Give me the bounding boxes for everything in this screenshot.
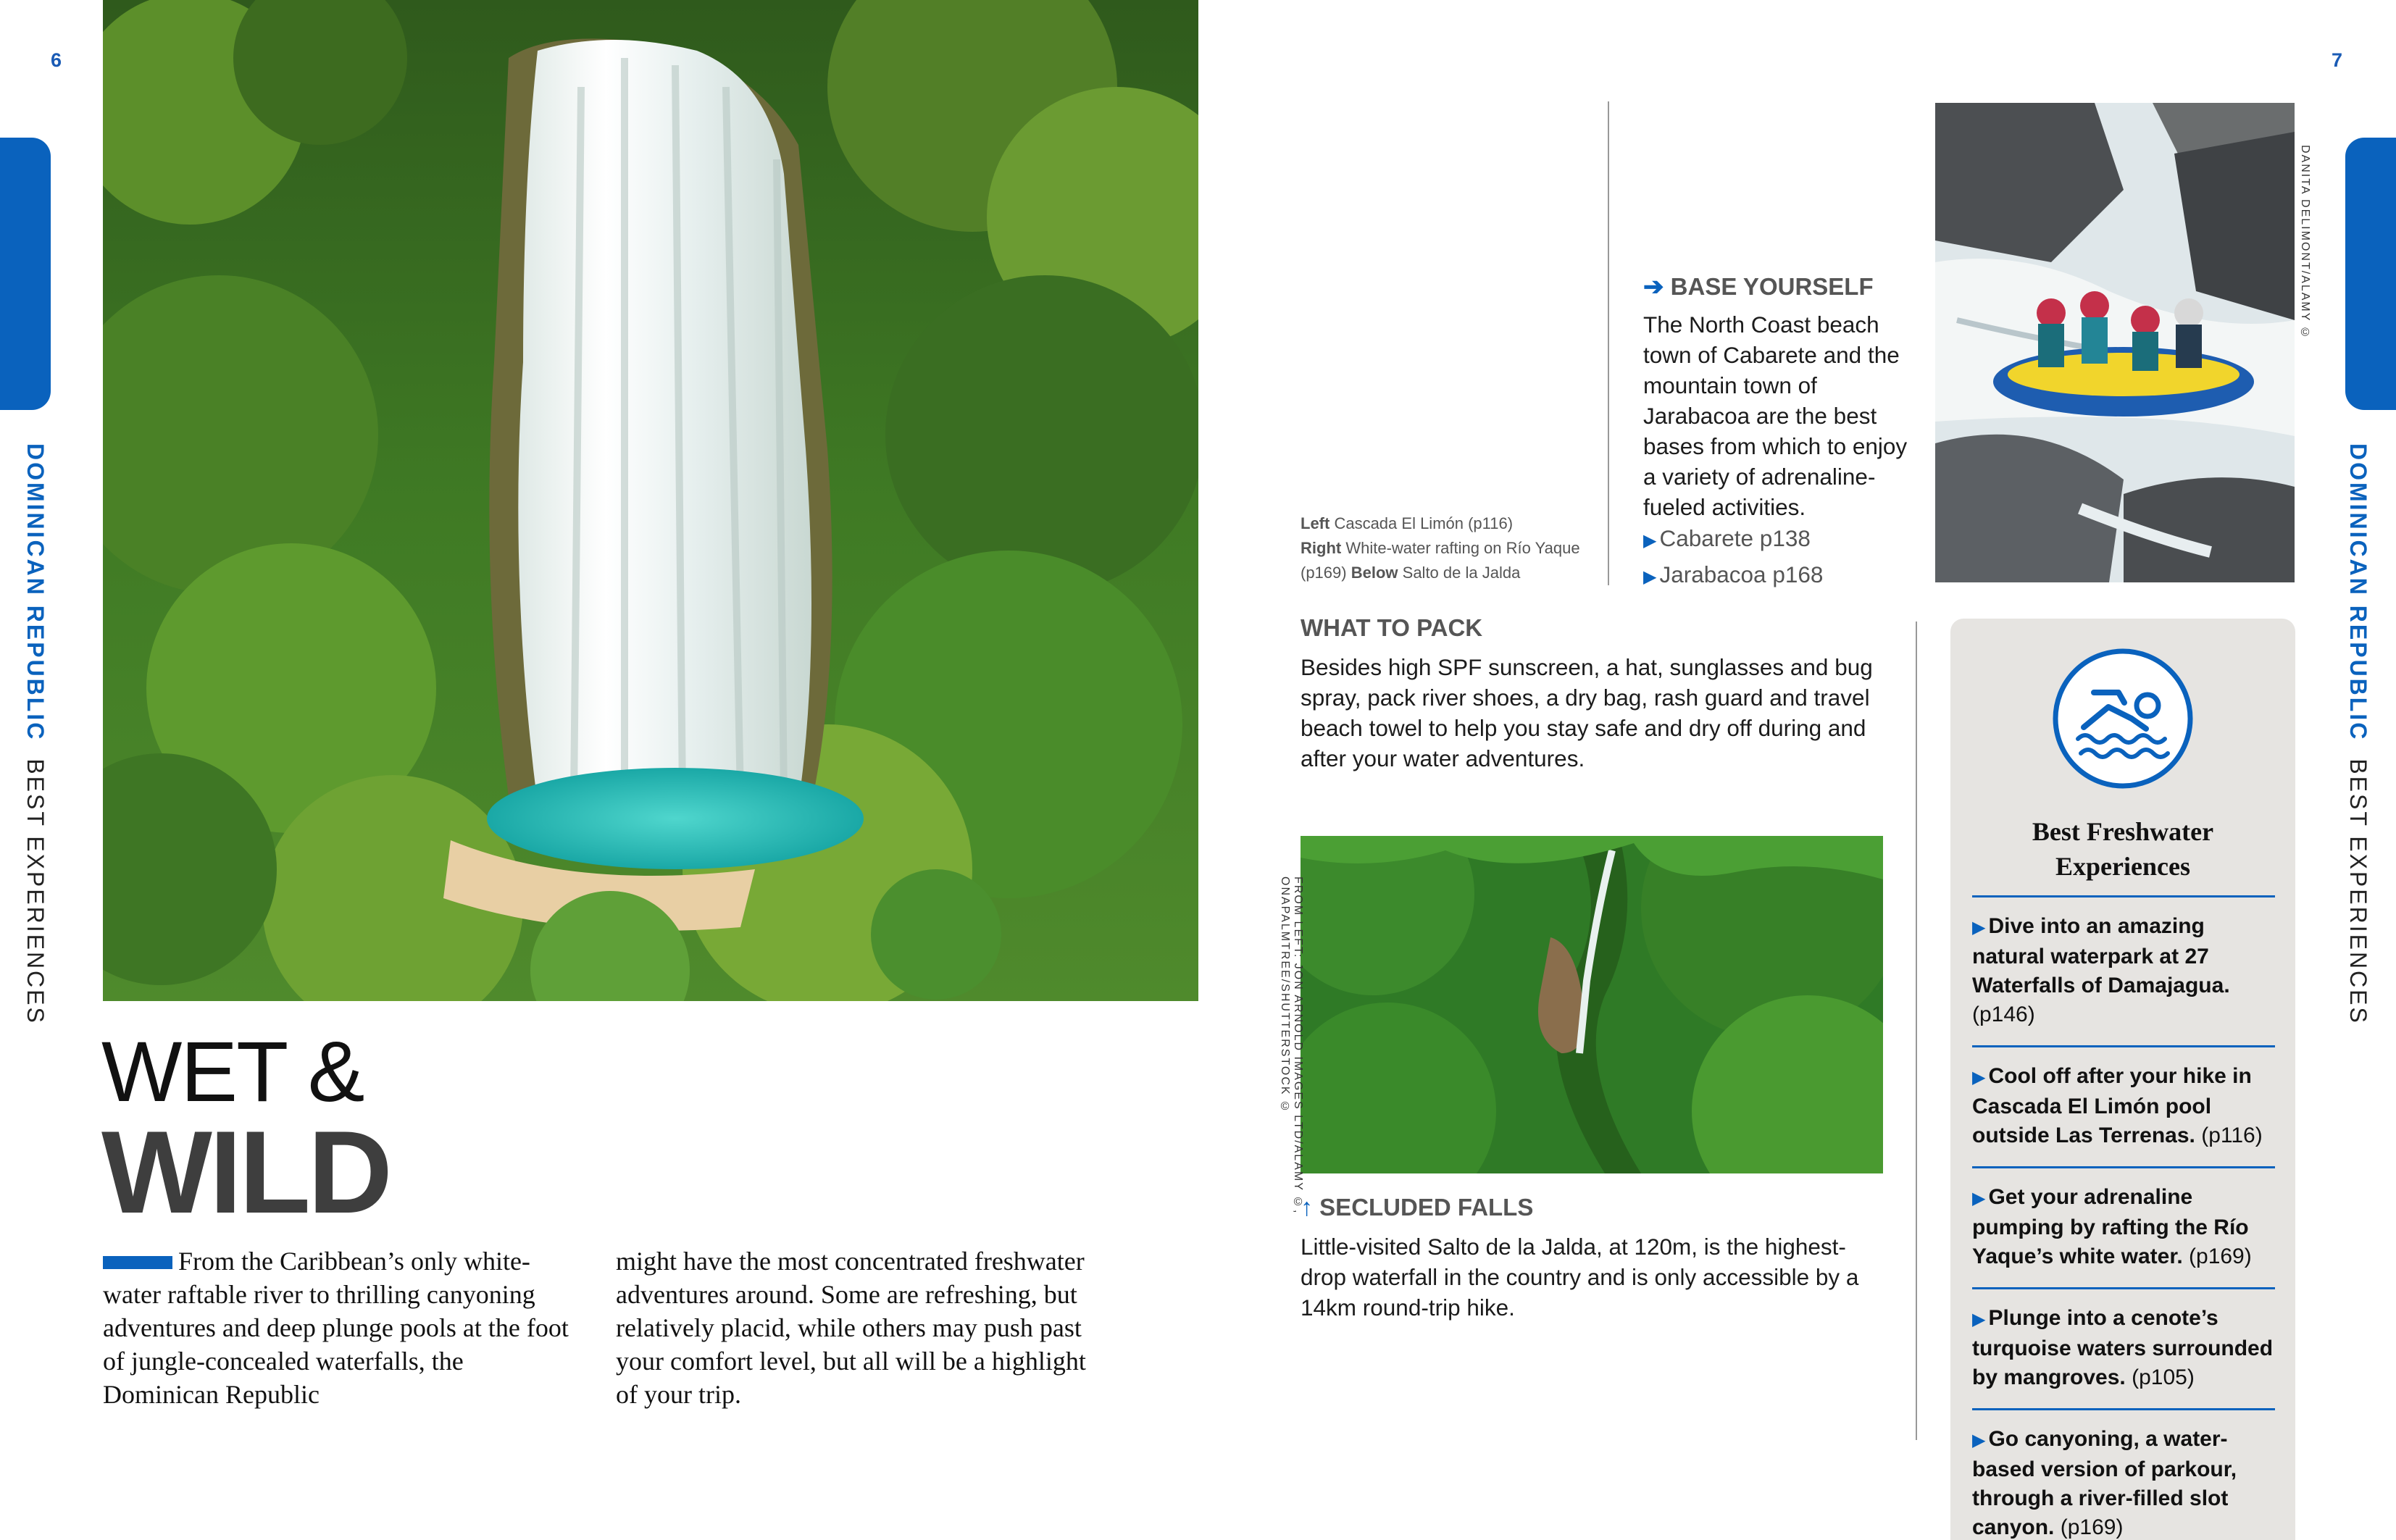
left-side-label [22, 443, 49, 1025]
secluded-falls-heading [1301, 1194, 1533, 1222]
link-jarabacoa[interactable]: ▶ Jarabacoa p168 [1643, 561, 1824, 587]
triangle-bullet-icon: ▶ [1972, 1431, 1986, 1450]
side-label-country: DOMINICAN REPUBLIC [2345, 443, 2371, 742]
waterfall-photo [103, 0, 1198, 1001]
caption-below-text: Salto de la Jalda [1402, 564, 1521, 582]
column-divider [1916, 622, 1917, 1440]
arrow-right-icon: ➔ [1643, 273, 1664, 301]
triangle-bullet-icon: ▶ [1972, 1189, 1986, 1208]
photo-credit-left: FROM LEFT: JON ARNOLD IMAGES LTD/ALAMY ©, ONAPALMTREE/SHUTTERSTOCK © [1279, 876, 1304, 1215]
secluded-falls-title: SECLUDED FALLS [1319, 1194, 1534, 1221]
photo-credit-rafting: DANITA DELIMONT/ALAMY © [2299, 145, 2311, 340]
triangle-bullet-icon: ▶ [1643, 567, 1657, 587]
rafting-photo [1935, 103, 2295, 582]
base-yourself-heading [1643, 272, 1874, 301]
list-item: ▶ Dive into an amazing natural waterpark at 27 Waterfalls of Damajagua. (p146) [1972, 895, 2275, 1045]
caption-below-label: Below [1351, 564, 1398, 582]
left-section-tab [0, 138, 51, 410]
best-box-title: Best Freshwater Experiences [2032, 817, 2214, 881]
swimmer-icon [2052, 648, 2194, 790]
base-yourself-body: The North Coast beach town of Cabarete and the mountain town of Jarabacoa are the best bases from which to enjoy a variety of adrenaline-fueled activities. [1643, 311, 1908, 520]
list-item: ▶ Get your adrenaline pumping by rafting the Río Yaque’s white water. (p169) [1972, 1166, 2275, 1287]
what-to-pack-title: WHAT TO PACK [1301, 614, 1483, 641]
page-number-left: 6 [51, 49, 62, 71]
base-yourself-links [1643, 523, 1911, 593]
triangle-bullet-icon: ▶ [1972, 918, 1986, 937]
caption-right-text: White-water rafting on Río Yaque (p169) [1301, 539, 1580, 582]
base-yourself-title: BASE YOURSELF [1670, 273, 1874, 300]
headline-line1: WET & [101, 1024, 364, 1120]
list-item: ▶ Go canyoning, a water-based version of parkour, through a river-filled slot canyon. (p169) [1972, 1408, 2275, 1540]
what-to-pack-body: Besides high SPF sunscreen, a hat, sunglasses and bug spray, pack river shoes, a dry bag, rash guard and travel beach towel to help you stay safe and dry off during and after your water adventures. [1301, 654, 1873, 771]
side-label-country: DOMINICAN REPUBLIC [22, 443, 49, 742]
caption-left-text: Cascada El Limón (p116) [1334, 514, 1514, 532]
link-cabarete[interactable]: ▶ Cabarete p138 [1643, 525, 1811, 551]
arrow-up-icon: ↑ [1301, 1194, 1313, 1221]
triangle-bullet-icon: ▶ [1643, 531, 1657, 551]
list-item: ▶ Plunge into a cenote’s turquoise waters surrounded by mangroves. (p105) [1972, 1287, 2275, 1408]
best-experiences-box [1950, 619, 2295, 1540]
secluded-falls-body: Little-visited Salto de la Jalda, at 120m, is the highest-drop waterfall in the country and is only accessible by a 14km round-trip hike. [1301, 1234, 1859, 1321]
page-number-right: 7 [2332, 49, 2343, 71]
headline-line2: WILD [101, 1107, 390, 1238]
intro-column-2: might have the most concentrated freshwater adventures around. Some are refreshing, but relatively placid, while others may push past your comfort level, but all will be a highlight of your trip. [616, 1247, 1086, 1409]
side-label-section: BEST EXPERIENCES [22, 758, 49, 1025]
caption-left-label: Left [1301, 514, 1330, 532]
triangle-bullet-icon: ▶ [1972, 1310, 1986, 1329]
side-label-section: BEST EXPERIENCES [2345, 758, 2371, 1025]
right-section-tab [2345, 138, 2396, 410]
secluded-falls-photo [1301, 836, 1883, 1173]
best-box-list [1972, 895, 2275, 1540]
triangle-bullet-icon: ▶ [1972, 1068, 1986, 1087]
photo-caption [1301, 511, 1587, 585]
right-side-label [2345, 443, 2371, 1025]
caption-right-label: Right [1301, 539, 1342, 557]
intro-column-1: From the Caribbean’s only white-water raftable river to thrilling canyoning adventures and deep plunge pools at the foot of jungle-concealed waterfalls, the Dominican Republic [103, 1247, 569, 1409]
column-divider [1608, 101, 1609, 585]
list-item: ▶ Cool off after your hike in Cascada El Limón pool outside Las Terrenas. (p116) [1972, 1045, 2275, 1166]
